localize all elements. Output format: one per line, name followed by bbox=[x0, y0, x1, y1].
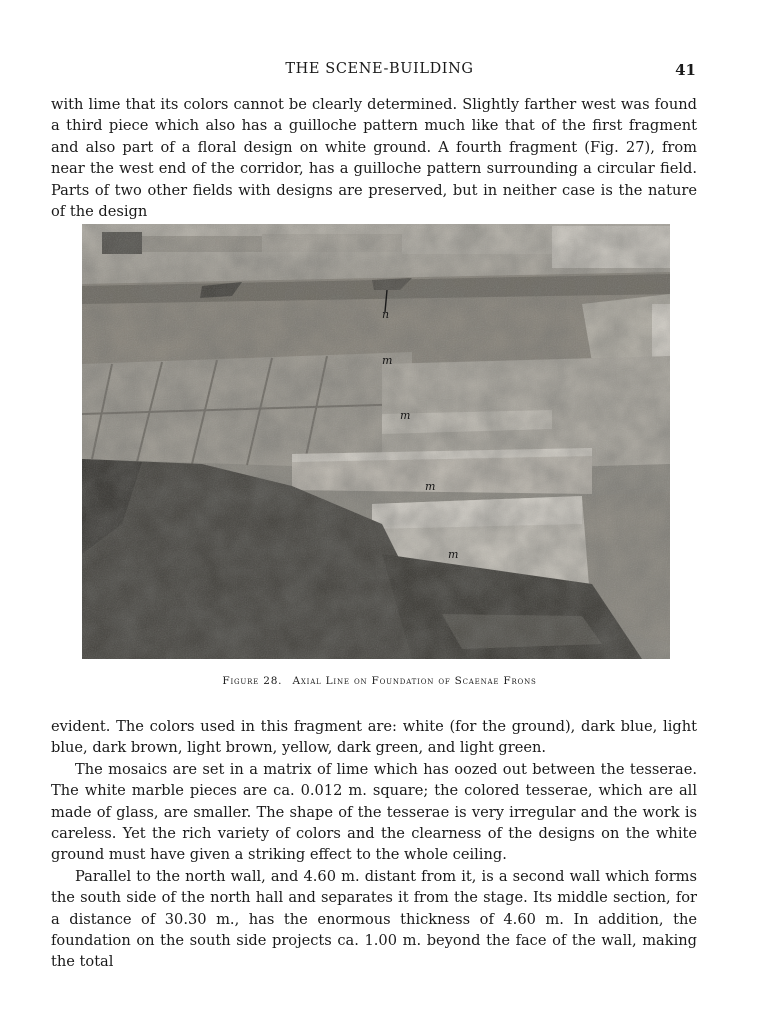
mark-n: n bbox=[382, 308, 390, 321]
mark-m-2: m bbox=[400, 409, 411, 422]
mark-m-3: m bbox=[425, 480, 436, 493]
figure-photograph bbox=[82, 224, 670, 659]
paragraph-3: Parallel to the north wall, and 4.60 m. distant from it, is a second wall which forms the south side of the north hall and separates it from the stage. Its middle section, for a distance of 30.30 m., has the enormous thickness of 4.60 m. In addition, the foundation on the south side projects ca. 1.00 m. beyond the face of the wall, making the total bbox=[51, 867, 697, 971]
paragraph-continued: with lime that its colors cannot be clearly determined. Slightly farther west was found a third piece which also has a guilloche pattern much like that of the first fragment and also part of a floral design on white ground. A fourth fragment (Fig. 27), from near the west end of the corridor, has a guilloche pattern surrounding a circular field. Parts of two other fields with designs are preserved, but in neither case is the nature of the design bbox=[51, 96, 697, 221]
page-number: 41 bbox=[675, 61, 696, 79]
mark-m-4: m bbox=[448, 548, 459, 561]
paragraph-1: evident. The colors used in this fragment are: white (for the ground), dark blue, light blue, dark brown, light brown, yellow, dark green, and light green. bbox=[51, 718, 697, 757]
mark-m-1: m bbox=[382, 354, 393, 367]
body-text-top bbox=[51, 94, 697, 222]
figure-title: Axial Line on Foundation of Scaenae Frons bbox=[292, 675, 537, 687]
figure-label: Figure 28. bbox=[222, 675, 283, 687]
running-title: THE SCENE-BUILDING bbox=[285, 61, 474, 77]
figure-caption bbox=[0, 675, 759, 687]
paragraph-2: The mosaics are set in a matrix of lime which has oozed out between the tesserae. The white marble pieces are ca. 0.012 m. square; the colored tesserae, which are all made of glass, are smaller. The shape of the tesserae is very irregular and the work is careless. Yet the rich variety of colors and the clearness of the designs on the white ground must have given a striking effect to the whole ceiling. bbox=[51, 760, 697, 864]
running-head bbox=[0, 61, 759, 83]
excavation-photo bbox=[82, 224, 670, 659]
body-text-bottom bbox=[51, 716, 697, 973]
